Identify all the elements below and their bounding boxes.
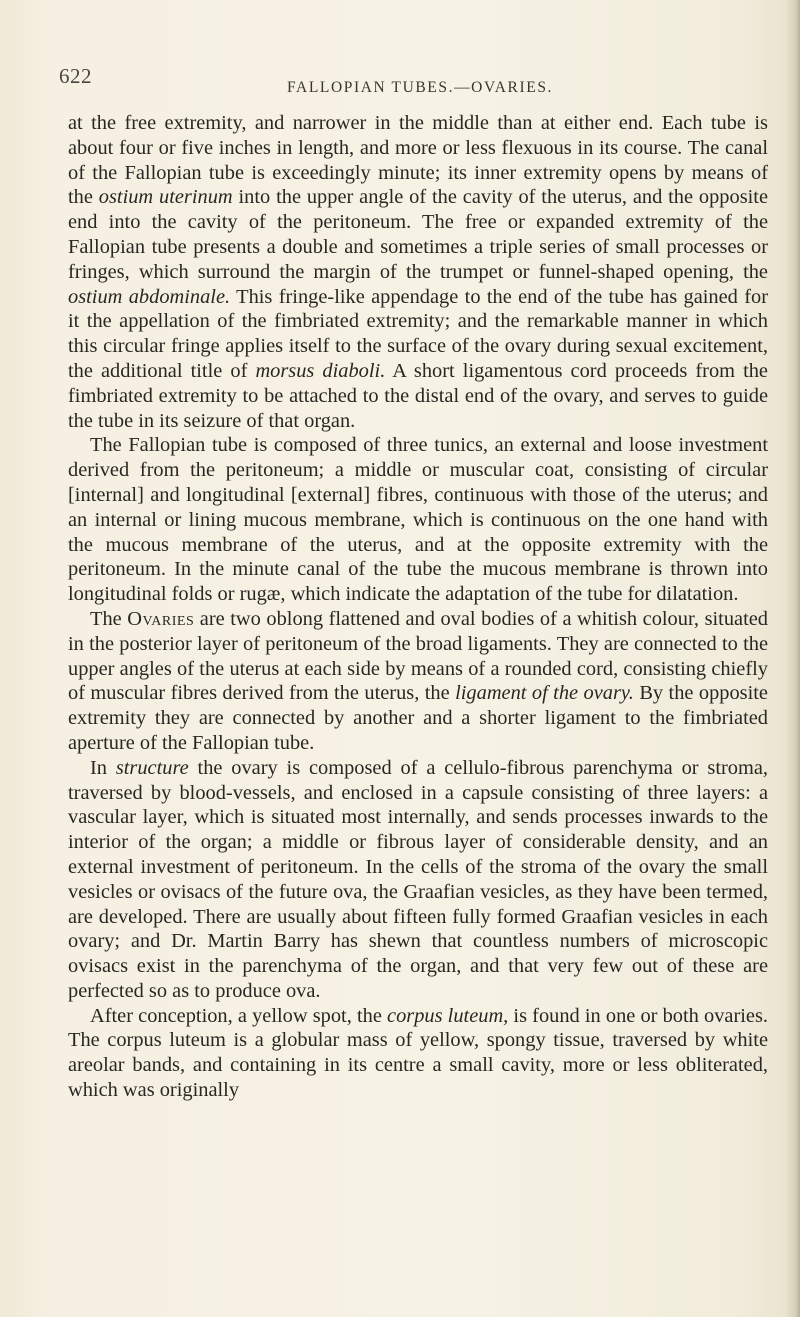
text-run: are two oblong flattened and oval bodies of a whitish colour, situated in the posterior layer of peritoneum of the broad ligaments. They are connected to the upper angles of the uterus at each side by means of a rounded cord, consisting chiefly of muscular fibres derived from the uterus, the (68, 607, 768, 705)
term-morsus-diaboli: morsus diaboli. (255, 359, 386, 382)
text-run: The (90, 607, 128, 630)
text-run: is found in one or both ovaries. The corpus luteum is a globular mass of yellow, spongy tissue, traversed by white areolar bands, and containing in its centre a small cavity, more or less obliterated, which was originally (68, 1004, 768, 1102)
text-run: A short ligamentous cord proceeds from the fimbriated extremity to be attached to the distal end of the ovary, and serves to guide the tube in its seizure of that organ. (68, 359, 768, 432)
term-ovaries: Ovaries (127, 607, 195, 630)
text-run: into the upper angle of the cavity of the uterus, and the opposite end into the cavity of the peritoneum. The free or expanded extremity of the Fallopian tube presents a double and sometimes a triple series of small processes or fringes, which surround the margin of the trumpet or funnel-shaped opening, the (68, 186, 769, 283)
paragraph-fallopian-canal (68, 111, 768, 433)
page-edge-shadow (786, 0, 800, 1317)
text-run: the ovary is composed of a cellulo-fibrous parenchyma or stroma, traversed by blood-vessels, and enclosed in a capsule consisting of three layers: a vascular layer, which is situated most internally, and sends processes inwards to the interior of the organ; a middle or fibrous layer of considerable density, and an external investment of peritoneum. In the cells of the stroma of the ovary the small vesicles or ovisacs of the future ova, the Graafian vesicles, as they have been termed, are developed. There are usually about fifteen fully formed Graafian vesicles in each ovary; and Dr. Martin Barry has shewn that countless numbers of microscopic ovisacs exist in the parenchyma of the organ, and that very few out of these are perfected so as to produce ova. (68, 756, 768, 1002)
term-ligament-of-ovary: ligament of the ovary. (455, 682, 634, 705)
paragraph-corpus-luteum (68, 1004, 768, 1103)
running-head: FALLOPIAN TUBES.—OVARIES. (286, 79, 554, 96)
text-run: at the free extremity, and narrower in the middle than at either end. Each tube is about four or five inches in length, and more or less flexuous in its course. The canal of the Fallopian tube is exceedingly minute; its inner extremity opens by means of the (68, 112, 768, 209)
body-text (68, 111, 768, 1103)
text-run: This fringe-like appendage to the end of the tube has gained for it the appellation of the fimbriated extremity; and the remarkable manner in which this circular fringe applies itself to the surface of the ovary during sexual excitement, the additional title of (68, 285, 769, 382)
paragraph-ovary-structure (68, 756, 768, 1004)
term-corpus-luteum: corpus luteum, (387, 1004, 509, 1027)
text-run: In (90, 756, 116, 779)
paragraph-ovaries (68, 607, 768, 756)
term-structure: structure (115, 756, 189, 779)
term-ostium-abdominale: ostium abdominale. (68, 285, 231, 308)
paragraph-fallopian-tunics: The Fallopian tube is composed of three tunics, an external and loose investment derived from the peritoneum; a middle or muscular coat, consisting of circular [internal] and longitudinal [external] fibres, continuous with those of the uterus; and an internal or lining mucous membrane, which is continuous on the one hand with the mucous membrane of the uterus, and at the opposite extremity with the peritoneum. In the minute canal of the tube the mucous membrane is thrown into longitudinal folds or rugæ, which indicate the adaptation of the tube for dilatation. (68, 434, 768, 606)
page-number: 622 (59, 64, 92, 88)
term-ostium-uterinum: ostium uterinum (98, 186, 233, 209)
text-run: By the opposite extremity they are connected by another and a shorter ligament to the fimbriated aperture of the Fallopian tube. (68, 682, 768, 754)
text-run: After conception, a yellow spot, the (90, 1004, 388, 1027)
